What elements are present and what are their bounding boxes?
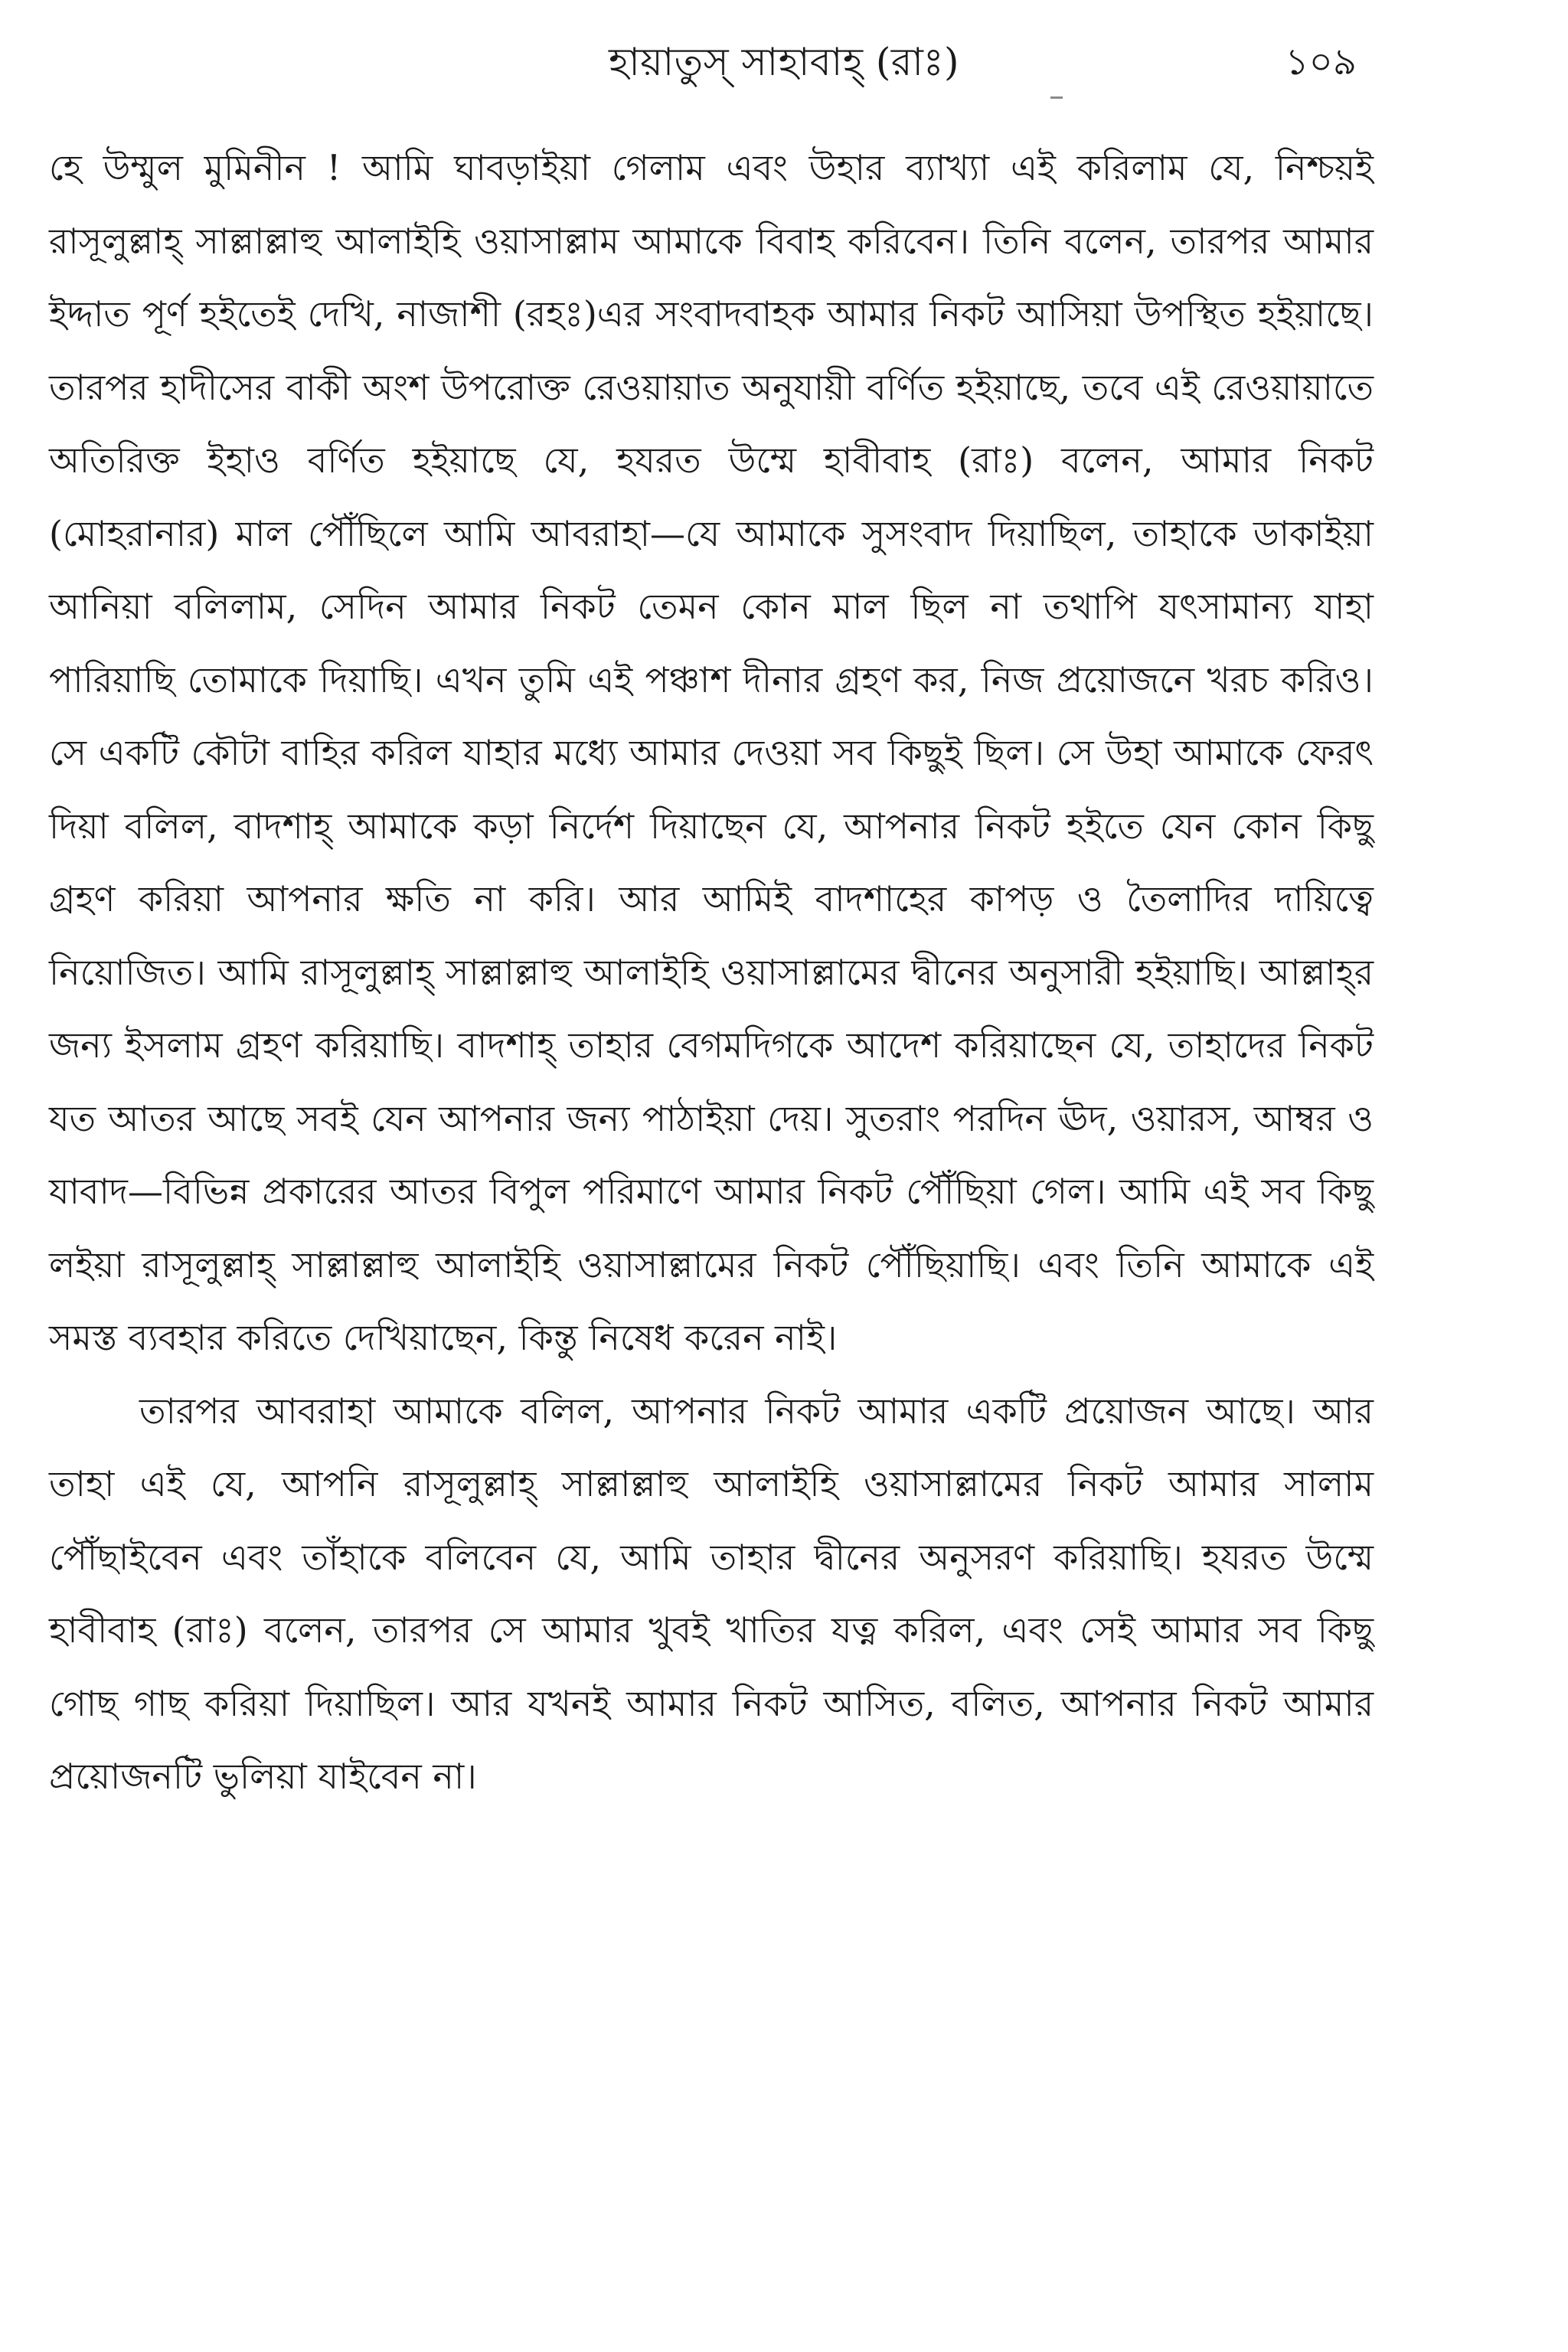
- running-title: হায়াতুস্‌ সাহাবাহ্‌ (রাঃ): [608, 40, 960, 84]
- page-header: [0, 28, 1568, 96]
- page-number: ১০৯: [1285, 41, 1357, 83]
- header-mark: [1050, 96, 1063, 99]
- paragraph-2: তারপর আবরাহা আমাকে বলিল, আপনার নিকট আমার একটি প্রয়োজন আছে। আর তাহা এই যে, আপনি রাসূলুল্লাহ্‌ সাল্লাল্লাহু আলাইহি ওয়াসাল্লামের নিকট আমার সালাম পৌঁছাইবেন এবং তাঁহাকে বলিবেন যে, আমি তাহার দ্বীনের অনুসরণ করিয়াছি। হযরত উম্মে হাবীবাহ (রাঃ) বলেন, তারপর সে আমার খুবই খাতির যত্ন করিল, এবং সেই আমার সব কিছু গোছ গাছ করিয়া দিয়াছিল। আর যখনই আমার নিকট আসিত, বলিত, আপনার নিকট আমার প্রয়োজনটি ভুলিয়া যাইবেন না।: [49, 1390, 1374, 1797]
- body-text: [49, 132, 1374, 1814]
- paragraph-1: হে উম্মুল মুমিনীন ! আমি ঘাবড়াইয়া গেলাম এবং উহার ব্যাখ্যা এই করিলাম যে, নিশ্চয়ই রাসূলুল্লাহ্‌ সাল্লাল্লাহু আলাইহি ওয়াসাল্লাম আমাকে বিবাহ করিবেন। তিনি বলেন, তারপর আমার ইদ্দাত পূর্ণ হইতেই দেখি, নাজাশী (রহঃ)এর সংবাদবাহক আমার নিকট আসিয়া উপস্থিত হইয়াছে। তারপর হাদীসের বাকী অংশ উপরোক্ত রেওয়ায়াত অনুযায়ী বর্ণিত হইয়াছে, তবে এই রেওয়ায়াতে অতিরিক্ত ইহাও বর্ণিত হইয়াছে যে, হযরত উম্মে হাবীবাহ (রাঃ) বলেন, আমার নিকট (মোহরানার) মাল পৌঁছিলে আমি আবরাহা—যে আমাকে সুসংবাদ দিয়াছিল, তাহাকে ডাকাইয়া আনিয়া বলিলাম, সেদিন আমার নিকট তেমন কোন মাল ছিল না তথাপি যৎসামান্য যাহা পারিয়াছি তোমাকে দিয়াছি। এখন তুমি এই পঞ্চাশ দীনার গ্রহণ কর, নিজ প্রয়োজনে খরচ করিও। সে একটি কৌটা বাহির করিল যাহার মধ্যে আমার দেওয়া সব কিছুই ছিল। সে উহা আমাকে ফেরৎ দিয়া বলিল, বাদশাহ্‌ আমাকে কড়া নির্দেশ দিয়াছেন যে, আপনার নিকট হইতে যেন কোন কিছু গ্রহণ করিয়া আপনার ক্ষতি না করি। আর আমিই বাদশাহের কাপড় ও তৈলাদির দায়িত্বে নিয়োজিত। আমি রাসূলুল্লাহ্‌ সাল্লাল্লাহু আলাইহি ওয়াসাল্লামের দ্বীনের অনুসারী হইয়াছি। আল্লাহ্‌র জন্য ইসলাম গ্রহণ করিয়াছি। বাদশাহ্‌ তাহার বেগমদিগকে আদেশ করিয়াছেন যে, তাহাদের নিকট যত আতর আছে সবই যেন আপনার জন্য পাঠাইয়া দেয়। সুতরাং পরদিন ঊদ, ওয়ারস, আম্বর ও যাবাদ—বিভিন্ন প্রকারের আতর বিপুল পরিমাণে আমার নিকট পৌঁছিয়া গেল। আমি এই সব কিছু লইয়া রাসূলুল্লাহ্‌ সাল্লাল্লাহু আলাইহি ওয়াসাল্লামের নিকট পৌঁছিয়াছি। এবং তিনি আমাকে এই সমস্ত ব্যবহার করিতে দেখিয়াছেন, কিন্তু নিষেধ করেন নাই।: [49, 147, 1374, 1358]
